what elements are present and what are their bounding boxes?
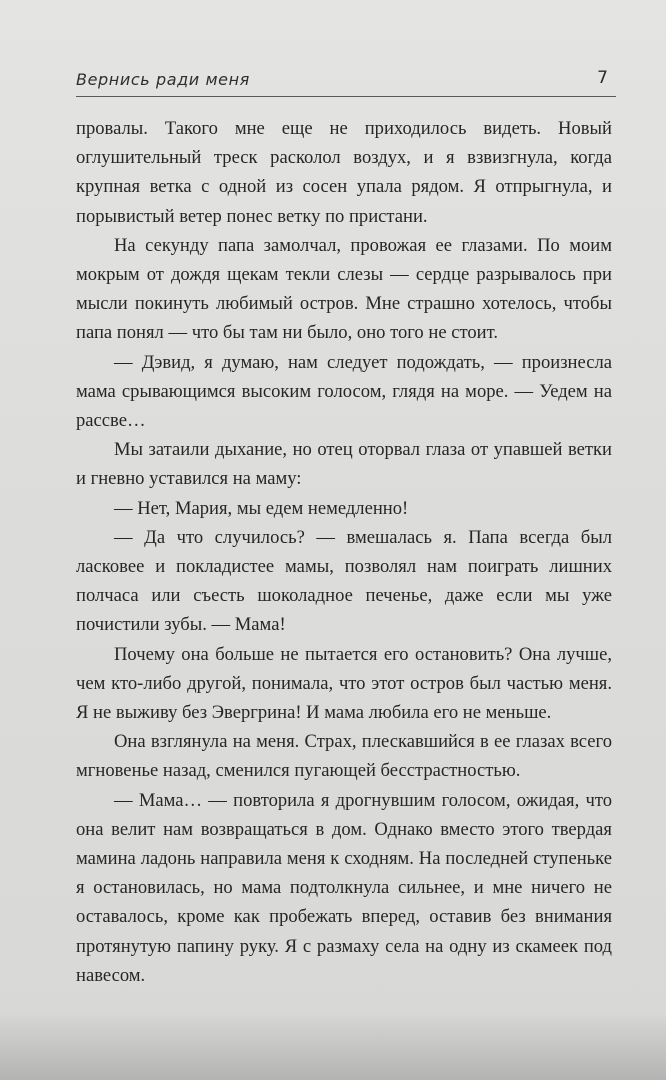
running-title: Вернись ради меня — [76, 70, 250, 89]
paragraph: — Мама… — повторила я дрогнувшим голосом, ожидая, что она велит нам возвращаться в дом. Однако вместо этого твердая мамина ладонь направила меня к сходням. На последней ступеньке я остановилась, но мама подтолкнула сильнее, и мне ничего не оставалось, кроме как пробежать вперед, оставив без внимания протянутую папину руку. Я с размаху села на одну из скамеек под навесом. — [76, 789, 612, 986]
page-shadow — [0, 1010, 666, 1080]
paragraph: На секунду папа замолчал, провожая ее глазами. По моим мокрым от дождя щекам текли слезы — сердце разрывалось при мысли покинуть любимый остров. Мне страшно хотелось, чтобы папа понял — что бы там ни было, оно того не стоит. — [76, 234, 612, 344]
paragraph: провалы. Такого мне еще не приходилось видеть. Новый оглушительный треск расколол воздух, и я взвизгнула, когда крупная ветка с одной из сосен упала рядом. Я отпрыгнула, и порывистый ветер понес ветку по пристани. — [76, 118, 612, 227]
page-number: 7 — [597, 68, 608, 88]
page-header — [76, 70, 616, 98]
header-divider — [76, 96, 616, 97]
paragraph: — Дэвид, я думаю, нам следует подождать, — произнесла мама срывающимся высоким голосом, глядя на море. — Уедем на рассве… — [76, 351, 612, 432]
paragraph: — Нет, Мария, мы едем немедленно! — [114, 497, 409, 519]
paragraph: Мы затаили дыхание, но отец оторвал глаза от упавшей ветки и гневно уставился на маму: — [76, 439, 612, 490]
paragraph: — Да что случилось? — вмешалась я. Папа всегда был ласковее и покладистее мамы, позволял нам поиграть лишних полчаса или съесть шоколадное печенье, даже если мы уже почистили зубы. — Мама! — [76, 526, 612, 636]
body-text — [76, 114, 612, 990]
paragraph: Почему она больше не пытается его остановить? Она лучше, чем кто-либо другой, понимала, что этот остров был частью меня. Я не выживу без Эвергрина! И мама любила его не меньше. — [76, 643, 612, 724]
paragraph: Она взглянула на меня. Страх, плескавшийся в ее глазах всего мгновенье назад, сменился пугающей бесстрастностью. — [76, 731, 612, 782]
